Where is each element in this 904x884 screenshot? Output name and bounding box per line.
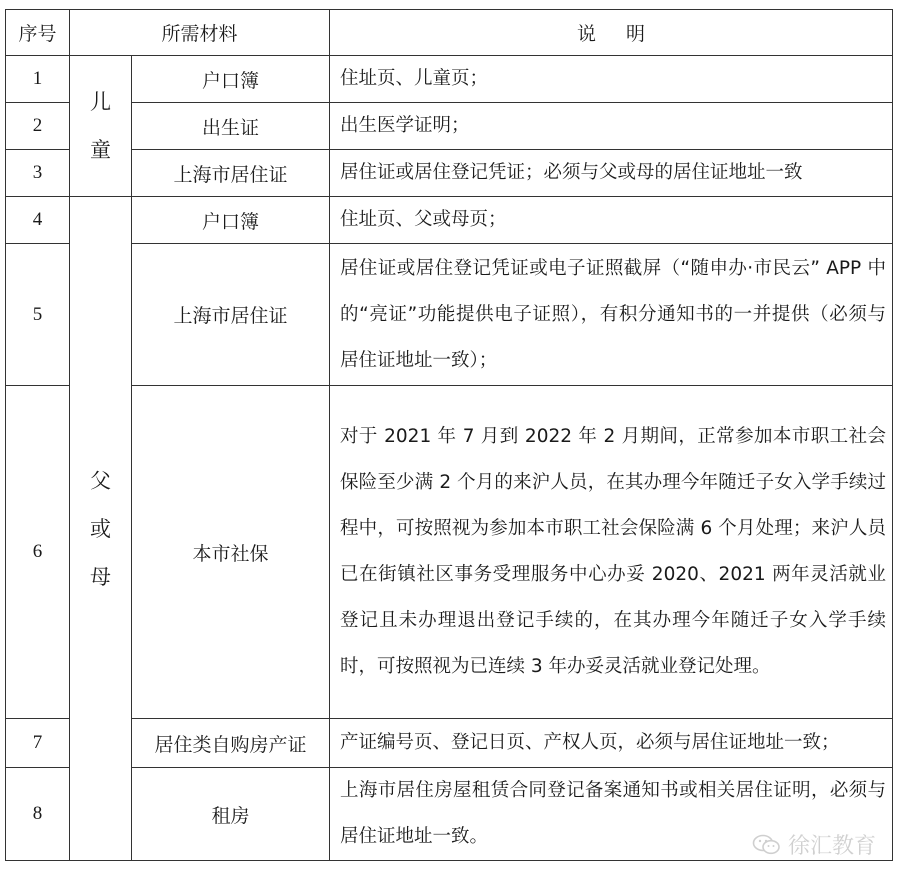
row-num: 5 bbox=[6, 244, 70, 386]
row-desc: 居住证或居住登记凭证或电子证照截屏（“随申办·市民云” APP 中的“亮证”功能提供电子证照），有积分通知书的一并提供（必须与居住证地址一致）； bbox=[330, 244, 893, 386]
row-material: 租房 bbox=[132, 768, 330, 861]
table-row bbox=[6, 244, 893, 386]
row-desc: 上海市居住房屋租赁合同登记备案通知书或相关居住证明，必须与居住证地址一致。 bbox=[330, 768, 893, 861]
row-num: 8 bbox=[6, 768, 70, 861]
table-row bbox=[6, 103, 893, 150]
row-material: 本市社保 bbox=[132, 386, 330, 719]
group-char: 儿 bbox=[90, 90, 111, 114]
row-num: 6 bbox=[6, 386, 70, 719]
group-char: 父 bbox=[90, 468, 111, 493]
row-desc: 住址页、儿童页； bbox=[330, 56, 893, 103]
group-char: 童 bbox=[90, 138, 111, 162]
header-num: 序号 bbox=[6, 10, 70, 56]
row-num: 7 bbox=[6, 719, 70, 768]
row-desc: 产证编号页、登记日页、产权人页，必须与居住证地址一致； bbox=[330, 719, 893, 768]
table-row bbox=[6, 56, 893, 103]
watermark bbox=[752, 829, 876, 860]
wechat-icon bbox=[752, 833, 782, 857]
row-material: 户口簿 bbox=[132, 56, 330, 103]
row-material: 户口簿 bbox=[132, 197, 330, 244]
group-parent bbox=[70, 197, 132, 861]
watermark-text: 徐汇教育 bbox=[787, 834, 876, 859]
group-char: 或 bbox=[90, 516, 111, 541]
row-desc: 住址页、父或母页； bbox=[330, 197, 893, 244]
table-row bbox=[6, 150, 893, 197]
row-desc: 居住证或居住登记凭证；必须与父或母的居住证地址一致 bbox=[330, 150, 893, 197]
row-num: 2 bbox=[6, 103, 70, 150]
row-num: 4 bbox=[6, 197, 70, 244]
materials-table bbox=[5, 9, 893, 861]
group-child bbox=[70, 56, 132, 197]
row-material: 上海市居住证 bbox=[132, 150, 330, 197]
header-material: 所需材料 bbox=[70, 10, 330, 56]
header-desc: 说明 bbox=[330, 10, 893, 56]
table-row bbox=[6, 719, 893, 768]
table-row bbox=[6, 386, 893, 719]
group-char: 母 bbox=[90, 564, 111, 589]
row-num: 1 bbox=[6, 56, 70, 103]
header-row bbox=[6, 10, 893, 56]
row-material: 居住类自购房产证 bbox=[132, 719, 330, 768]
row-material: 出生证 bbox=[132, 103, 330, 150]
row-num: 3 bbox=[6, 150, 70, 197]
row-desc: 出生医学证明； bbox=[330, 103, 893, 150]
table-row bbox=[6, 197, 893, 244]
row-desc: 对于 2021 年 7 月到 2022 年 2 月期间，正常参加本市职工社会保险至少满 2 个月的来沪人员，在其办理今年随迁子女入学手续过程中，可按照视为参加本市职工社会保险满 6 个月处理；来沪人员已在街镇社区事务受理服务中心办妥 2020、2021 两年灵活就业登记且未办理退出登记手续的，在其办理今年随迁子女入学手续时，可按照视为已连续 3 年办妥灵活就业登记处理。 bbox=[330, 386, 893, 719]
row-material: 上海市居住证 bbox=[132, 244, 330, 386]
